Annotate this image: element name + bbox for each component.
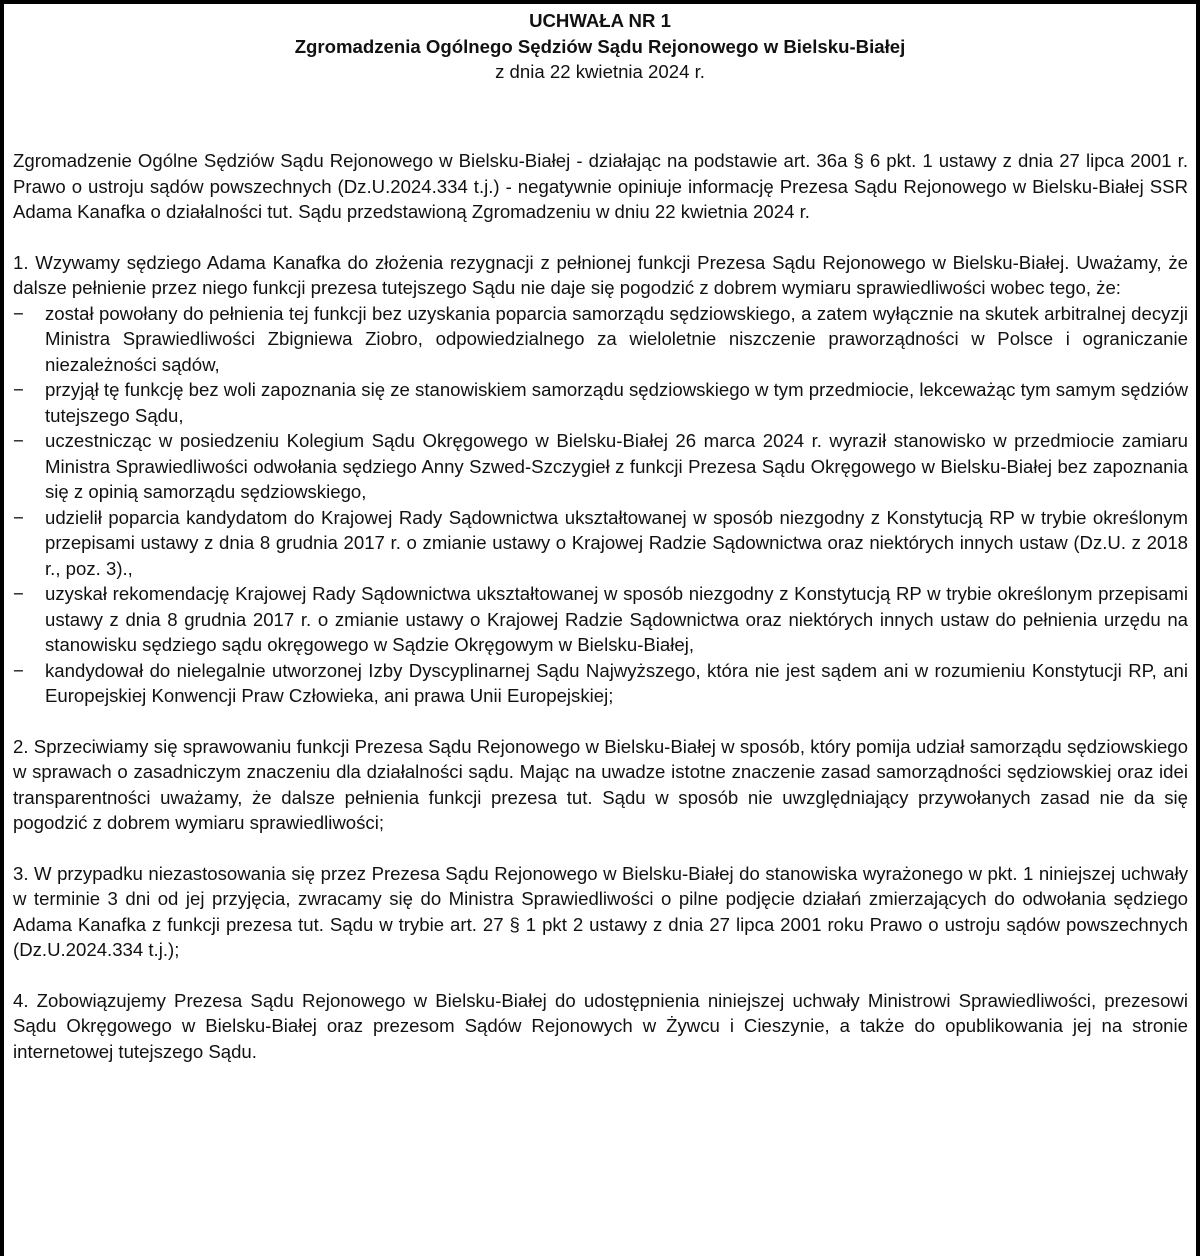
point-4-paragraph: 4. Zobowiązujemy Prezesa Sądu Rejonowego w Bielsku-Białej do udostępnienia niniejszej uchwały Ministrowi Sprawiedliwości, prezesowi Sądu Okręgowego w Bielsku-Białej oraz prezesom Sądów Rejonowych w Żywcu i Cieszynie, a także do opublikowania jej na stronie internetowej tutejszego Sądu. [13,989,1188,1062]
resolution-date: z dnia 22 kwietnia 2024 r. [495,61,705,82]
bullet-item [13,505,1188,582]
dash-bullet-icon: − [13,583,24,604]
bullet-text: uczestnicząc w posiedzeniu Kolegium Sądu Okręgowego w Bielsku-Białej 26 marca 2024 r. wyraził stanowisko w przedmiocie zamiaru Ministra Sprawiedliwości odwołania sędziego Anny Szwed-Szczygieł z funkcji Prezesa Sądu Okręgowego w Bielsku-Białej bez zapoznania się z opinią samorządu sędziowskiego, [45,430,1188,502]
dash-bullet-icon: − [13,379,24,400]
dash-bullet-icon: − [13,659,24,681]
resolution-subtitle: Zgromadzenia Ogólnego Sędziów Sądu Rejonowego w Bielsku-Białej [294,35,906,57]
bullet-item [13,377,1188,428]
spacer [13,836,1188,861]
point-1-bullet-list [13,301,1188,709]
bullet-item [13,301,1188,378]
intro-paragraph: Zgromadzenie Ogólne Sędziów Sądu Rejonowego w Bielsku-Białej - działając na podstawie art. 36a § 6 pkt. 1 ustawy z dnia 27 lipca 2001 r. Prawo o ustroju sądów powszechnych (Dz.U.2024.334 t.j.) - negatywnie opiniuje informację Prezesa Sądu Rejonowego w Bielsku-Białej SSR Adama Kanafka o działalności tut. Sądu przedstawioną Zgromadzeniu w dniu 22 kwietnia 2024 r. [13,150,1188,222]
document-page [4,4,1196,1256]
bullet-item [13,428,1188,505]
spacer [13,225,1188,250]
point-3-paragraph: 3. W przypadku niezastosowania się przez Prezesa Sądu Rejonowego w Bielsku-Białej do stanowiska wyrażonego w pkt. 1 niniejszej uchwały w terminie 3 dni od jej przyjęcia, zwracamy się do Ministra Sprawiedliwości o pilne podjęcie działań zmierzających do odwołania sędziego Adama Kanafka z funkcji prezesa tut. Sądu w trybie art. 27 § 1 pkt 2 ustawy z dnia 27 lipca 2001 roku Prawo o ustroju sądów powszechnych (Dz.U.2024.334 t.j.); [13,862,1188,960]
bullet-text: kandydował do nielegalnie utworzonej Izby Dyscyplinarnej Sądu Najwyższego, która nie jest sądem ani w rozumieniu Konstytucji RP, ani Europejskiej Konwencji Praw Człowieka, ani prawa Unii Europejskiej; [45,659,1188,706]
resolution-title: UCHWAŁA NR 1 [529,10,671,31]
bullet-text: uzyskał rekomendację Krajowej Rady Sądownictwa ukształtowanej w sposób niezgodny z Konstytucją RP w trybie określonym przepisami ustawy z dnia 8 grudnia 2017 r. o zmianie ustawy o Krajowej Radzie Sądownictwa oraz niektórych innych ustaw do pełnienia urzędu na stanowisku sędziego sądu okręgowego w Sądzie Okręgowym w Bielsku-Białej, [45,583,1188,655]
document-body [13,148,1188,1064]
point-2-paragraph: 2. Sprzeciwiamy się sprawowaniu funkcji Prezesa Sądu Rejonowego w Bielsku-Białej w sposób, który pomija udział samorządu sędziowskiego w sprawach o zasadniczym znaczeniu dla działalności sądu. Mając na uwadze istotne znaczenie zasad samorządności sędziowskiej oraz idei transparentności uważamy, że dalsze pełnienia funkcji prezesa tut. Sądu w sposób nie uwzględniający przywołanych zasad nie da się pogodzić z dobrem wymiaru sprawiedliwości; [13,735,1188,833]
dash-bullet-icon: − [13,302,24,324]
bullet-text: przyjął tę funkcję bez woli zapoznania się ze stanowiskiem samorządu sędziowskiego w tym przedmiocie, lekceważąc tym samym sędziów tutejszego Sądu, [45,379,1188,426]
bullet-text: udzielił poparcia kandydatom do Krajowej Rady Sądownictwa ukształtowanej w sposób niezgodny z Konstytucją RP w trybie określonym przepisami ustawy z dnia 8 grudnia 2017 r. o zmianie ustawy o Krajowej Radzie Sądownictwa oraz niektórych innych ustaw (Dz.U. z 2018 r., poz. 3)., [45,506,1188,579]
bullet-text: został powołany do pełnienia tej funkcji bez uzyskania poparcia samorządu sędziowskiego, a zatem wyłącznie na skutek arbitralnej decyzji Ministra Sprawiedliwości Zbigniewa Ziobro, odpowiedzialnego za wieloletnie niszczenie praworządności w Polsce i ograniczanie niezależności sądów, [45,302,1188,375]
bullet-item [13,581,1188,658]
bullet-item [13,658,1188,709]
dash-bullet-icon: − [13,430,24,451]
document-header [4,4,1196,85]
dash-bullet-icon: − [13,506,24,528]
point-1-paragraph: 1. Wzywamy sędziego Adama Kanafka do złożenia rezygnacji z pełnionej funkcji Prezesa Sądu Rejonowego w Bielsku-Białej. Uważamy, że dalsze pełnienie przez niego funkcji prezesa tutejszego Sądu nie daje się pogodzić z dobrem wymiaru sprawiedliwości wobec tego, że: [13,251,1188,298]
spacer [13,963,1188,988]
spacer [13,709,1188,734]
